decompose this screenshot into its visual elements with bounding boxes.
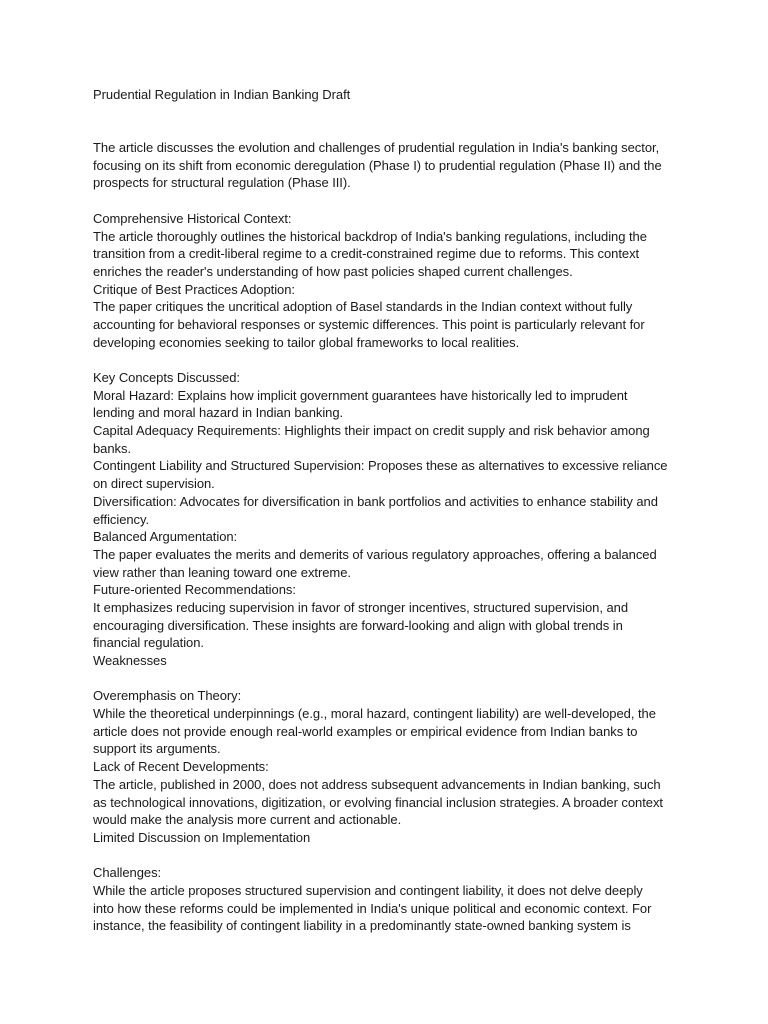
section-heading: Challenges: (93, 865, 162, 881)
section-heading: Overemphasis on Theory: (93, 688, 242, 704)
text-line: The paper evaluates the merits and demerits of various regulatory approaches, offering a balanced (93, 546, 657, 562)
strengths-section (93, 210, 678, 352)
text-line: view rather than leaning toward one extreme. (93, 564, 351, 580)
text-line: banks. (93, 440, 132, 456)
text-line: enriches the reader's understanding of how past policies shaped current challenges. (93, 263, 573, 279)
section-heading: Critique of Best Practices Adoption: (93, 281, 295, 297)
intro-paragraph (93, 139, 678, 192)
text-line: would make the analysis more current and actionable. (93, 812, 402, 828)
text-line: developing economies seeking to tailor global frameworks to local realities. (93, 334, 520, 350)
concepts-section (93, 369, 678, 670)
document-body (93, 86, 678, 935)
text-line: It emphasizes reducing supervision in favor of stronger incentives, structured supervision, and (93, 599, 629, 615)
text-line: Capital Adequacy Requirements: Highlights their impact on credit supply and risk behavior among (93, 423, 650, 439)
section-heading: Key Concepts Discussed: (93, 370, 240, 386)
text-line: While the article proposes structured supervision and contingent liability, it does not delve deeply (93, 882, 643, 898)
text-line: Moral Hazard: Explains how implicit government guarantees have historically led to imprudent (93, 387, 628, 403)
text-line: efficiency. (93, 511, 150, 527)
text-line: prospects for structural regulation (Phase III). (93, 175, 351, 191)
document-title: Prudential Regulation in Indian Banking Draft (93, 87, 351, 102)
section-heading: Lack of Recent Developments: (93, 759, 269, 775)
challenges-section (93, 864, 678, 935)
text-line: Contingent Liability and Structured Supervision: Proposes these as alternatives to excessive reliance (93, 458, 668, 474)
text-line: into how these reforms could be implemented in India's unique political and economic context. For (93, 900, 652, 916)
text-line: instance, the feasibility of contingent liability in a predominantly state-owned banking system is (93, 918, 631, 934)
text-line: The article thoroughly outlines the historical backdrop of India's banking regulations, including the (93, 228, 647, 244)
spacer (93, 670, 678, 688)
text-line: on direct supervision. (93, 476, 215, 492)
text-line: The article, published in 2000, does not address subsequent advancements in Indian banking, such (93, 776, 661, 792)
weaknesses-section (93, 687, 678, 846)
section-heading: Weaknesses (93, 653, 167, 669)
text-line: article does not provide enough real-world examples or empirical evidence from Indian banks to (93, 723, 638, 739)
spacer (93, 351, 678, 369)
section-heading: Balanced Argumentation: (93, 529, 238, 545)
text-line: While the theoretical underpinnings (e.g., moral hazard, contingent liability) are well-developed, the (93, 706, 656, 722)
spacer (93, 192, 678, 210)
text-line: encouraging diversification. These insights are forward-looking and align with global trends in (93, 617, 623, 633)
text-line: lending and moral hazard in Indian banking. (93, 405, 344, 421)
text-line: transition from a credit-liberal regime to a credit-constrained regime due to reforms. This context (93, 246, 640, 262)
text-line: as technological innovations, digitization, or evolving financial inclusion strategies. A broader context (93, 794, 663, 810)
text-line: Diversification: Advocates for diversification in bank portfolios and activities to enhance stability and (93, 493, 658, 509)
spacer (93, 847, 678, 865)
section-heading: Comprehensive Historical Context: (93, 210, 292, 226)
section-heading: Future-oriented Recommendations: (93, 582, 296, 598)
text-line: support its arguments. (93, 741, 221, 757)
text-line: accounting for behavioral responses or systemic differences. This point is particularly relevant for (93, 316, 645, 332)
spacer (93, 104, 678, 139)
text-line: focusing on its shift from economic deregulation (Phase I) to prudential regulation (Phase II) and the (93, 157, 662, 173)
text-line: The article discusses the evolution and challenges of prudential regulation in India's banking sector, (93, 140, 660, 156)
text-line: The paper critiques the uncritical adoption of Basel standards in the Indian context without fully (93, 299, 633, 315)
text-line: financial regulation. (93, 635, 204, 651)
section-heading: Limited Discussion on Implementation (93, 829, 311, 845)
